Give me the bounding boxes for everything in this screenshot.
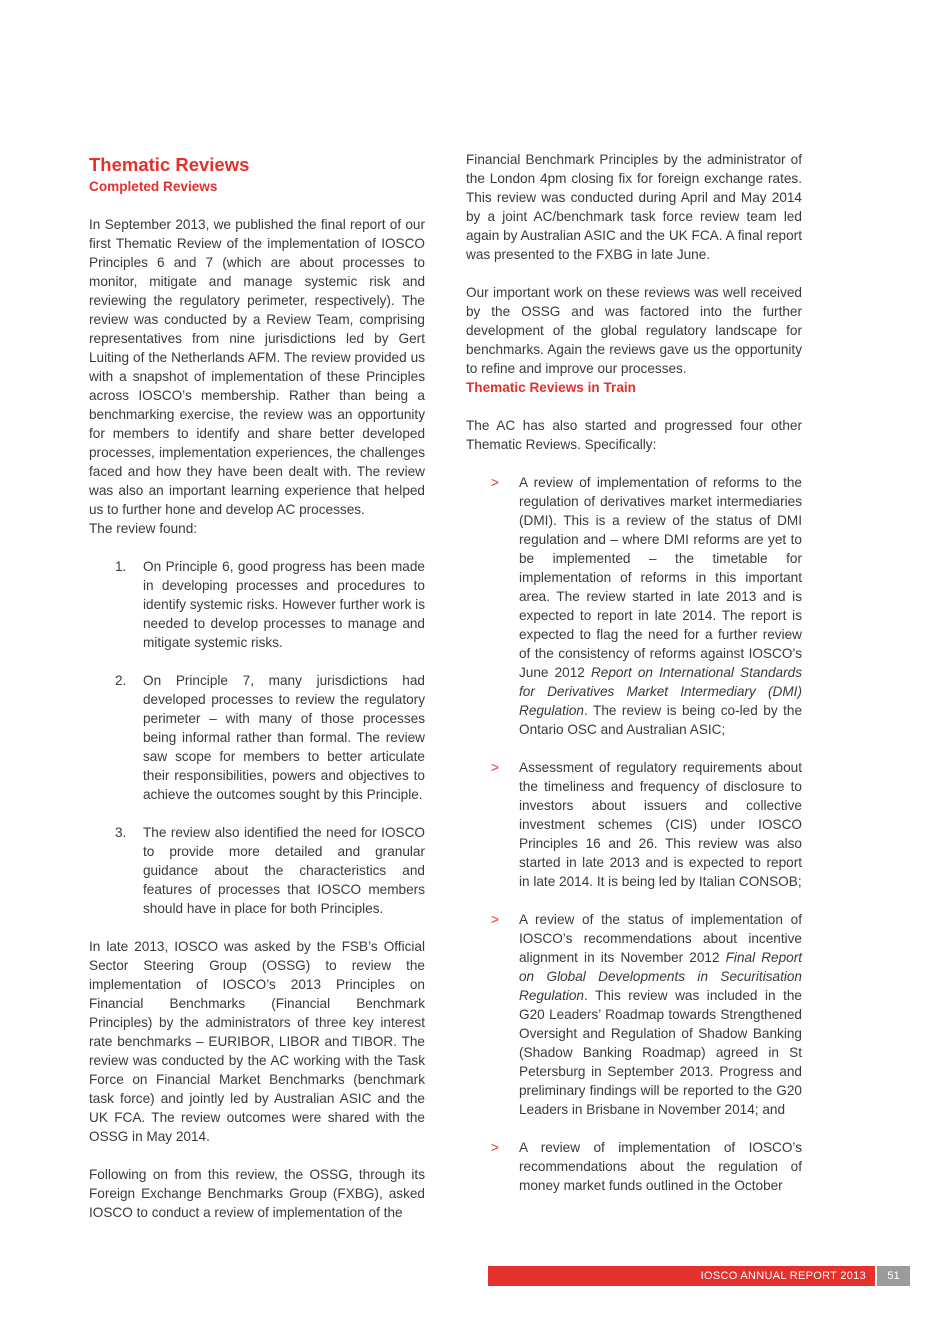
- report-title: Report on International Standards for Derivatives Market Intermediary (DMI) Regulation: [519, 665, 802, 718]
- list-item: [89, 557, 425, 652]
- reviews-in-train-heading: Thematic Reviews in Train: [466, 380, 636, 395]
- section-title: Thematic Reviews: [89, 154, 250, 175]
- list-number: 1.: [115, 559, 127, 574]
- paragraph-review-found: The review found:: [89, 521, 198, 536]
- list-item: [466, 473, 802, 739]
- chevron-right-icon: >: [491, 760, 499, 775]
- list-item: [89, 823, 425, 918]
- paragraph-late-2013: In late 2013, IOSCO was asked by the FSB’s Official Sector Steering Group (OSSG) to review the implementation of IOSCO’s 2013 Principles on Financial Benchmarks (Financial Benchmark Principles) by the administrators of three key interest rate benchmarks – EURIBOR, LIBOR and TIBOR. The review was conducted by the AC working with the Task Force on Financial Market Benchmarks (benchmark task force) and jointly led by Australian ASIC and the UK FCA. The review outcomes were shared with the OSSG in May 2014.: [89, 939, 425, 1144]
- list-text: On Principle 7, many jurisdictions had developed processes to review the regulatory perimeter – with many of those processes being informal rather than formal. The review saw scope for members to better articulate their responsibilities, powers and objectives to achieve the outcomes sought by this Principle.: [143, 673, 425, 802]
- findings-list: [89, 557, 425, 918]
- chevron-right-icon: >: [491, 912, 499, 927]
- list-number: 3.: [115, 825, 127, 840]
- paragraph-ac-started: The AC has also started and progressed four other Thematic Reviews. Specifically:: [466, 418, 802, 452]
- left-column: [89, 150, 425, 1222]
- footer-report-label: IOSCO ANNUAL REPORT 2013: [488, 1266, 875, 1286]
- list-text: On Principle 6, good progress has been made in developing processes and procedures to identify systemic risks. However further work is needed to develop processes to manage and mitigate systemic risks.: [143, 559, 425, 650]
- reviews-in-train-list: [466, 473, 802, 1195]
- completed-reviews-heading: Completed Reviews: [89, 179, 218, 194]
- list-item: [89, 671, 425, 804]
- list-item: [466, 1138, 802, 1195]
- list-text: A review of the status of implementation of IOSCO’s recommendations about incentive alignment in its November 2012 Final Report on Global Developments in Securitisation Regulation. This review was included in the G20 Leaders’ Roadmap towards Strengthened Oversight and Regulation of Shadow Banking (Shadow Banking Roadmap) agreed in St Petersburg in September 2013. Progress and preliminary findings will be reported to the G20 Leaders in Brisbane in November 2014; and: [519, 912, 803, 1117]
- list-text: Assessment of regulatory requirements about the timeliness and frequency of disclosure to investors about issuers and collective investment schemes (CIS) under IOSCO Principles 16 and 26. This review was also started in late 2013 and is expected to report in late 2014. It is being led by Italian CONSOB;: [519, 760, 802, 889]
- paragraph-fx-benchmark: Financial Benchmark Principles by the administrator of the London 4pm closing fix for foreign exchange rates. This review was conducted during April and May 2014 by a joint AC/benchmark task force review team led again by Australian ASIC and the UK FCA. A final report was presented to the FXBG in late June.: [466, 152, 802, 262]
- list-text: The review also identified the need for IOSCO to provide more detailed and granular guidance about the characteristics and features of processes that IOSCO members should have in place for both Principles.: [143, 825, 425, 916]
- paragraph-following-on: Following on from this review, the OSSG, through its Foreign Exchange Benchmarks Group (FXBG), asked IOSCO to conduct a review of implementation of the: [89, 1167, 425, 1220]
- page-number: 51: [877, 1266, 910, 1286]
- right-column: [466, 150, 802, 1214]
- list-item: [466, 758, 802, 891]
- report-title: Final Report on Global Developments in Securitisation Regulation: [519, 950, 803, 1003]
- paragraph-important-work: Our important work on these reviews was well received by the OSSG and was factored into the further development of the global regulatory landscape for benchmarks. Again the reviews gave us the opportunity to refine and improve our processes.: [466, 285, 802, 376]
- list-item: [466, 910, 802, 1119]
- paragraph-september-2013: In September 2013, we published the final report of our first Thematic Review of the implementation of IOSCO Principles 6 and 7 (which are about processes to monitor, mitigate and manage systemic risk and reviewing the regulatory perimeter, respectively). The review was conducted by a Review Team, comprising representatives from nine jurisdictions led by Gert Luiting of the Netherlands AFM. The review provided us with a snapshot of implementation of these Principles across IOSCO’s membership. Rather than being a benchmarking exercise, the review was an opportunity for members to identify and share better developed processes, implementation experiences, the challenges faced and how they have been dealt with. The review was also an important learning experience that helped us to further hone and develop AC processes.: [89, 217, 425, 517]
- list-number: 2.: [115, 673, 127, 688]
- list-text: A review of implementation of IOSCO’s recommendations about the regulation of money market funds outlined in the October: [519, 1140, 802, 1193]
- chevron-right-icon: >: [491, 475, 499, 490]
- list-text: A review of implementation of reforms to the regulation of derivatives market intermediaries (DMI). This is a review of the status of DMI regulation and – where DMI reforms are yet to be implemented – the timetable for implementation of reforms in this important area. The review started in late 2013 and is expected to report in late 2014. The report is expected to flag the need for a further review of the consistency of reforms against IOSCO’s June 2012 Report on International Standards for Derivatives Market Intermediary (DMI) Regulation. The review is being co-led by the Ontario OSC and Australian ASIC;: [519, 475, 802, 737]
- chevron-right-icon: >: [491, 1140, 499, 1155]
